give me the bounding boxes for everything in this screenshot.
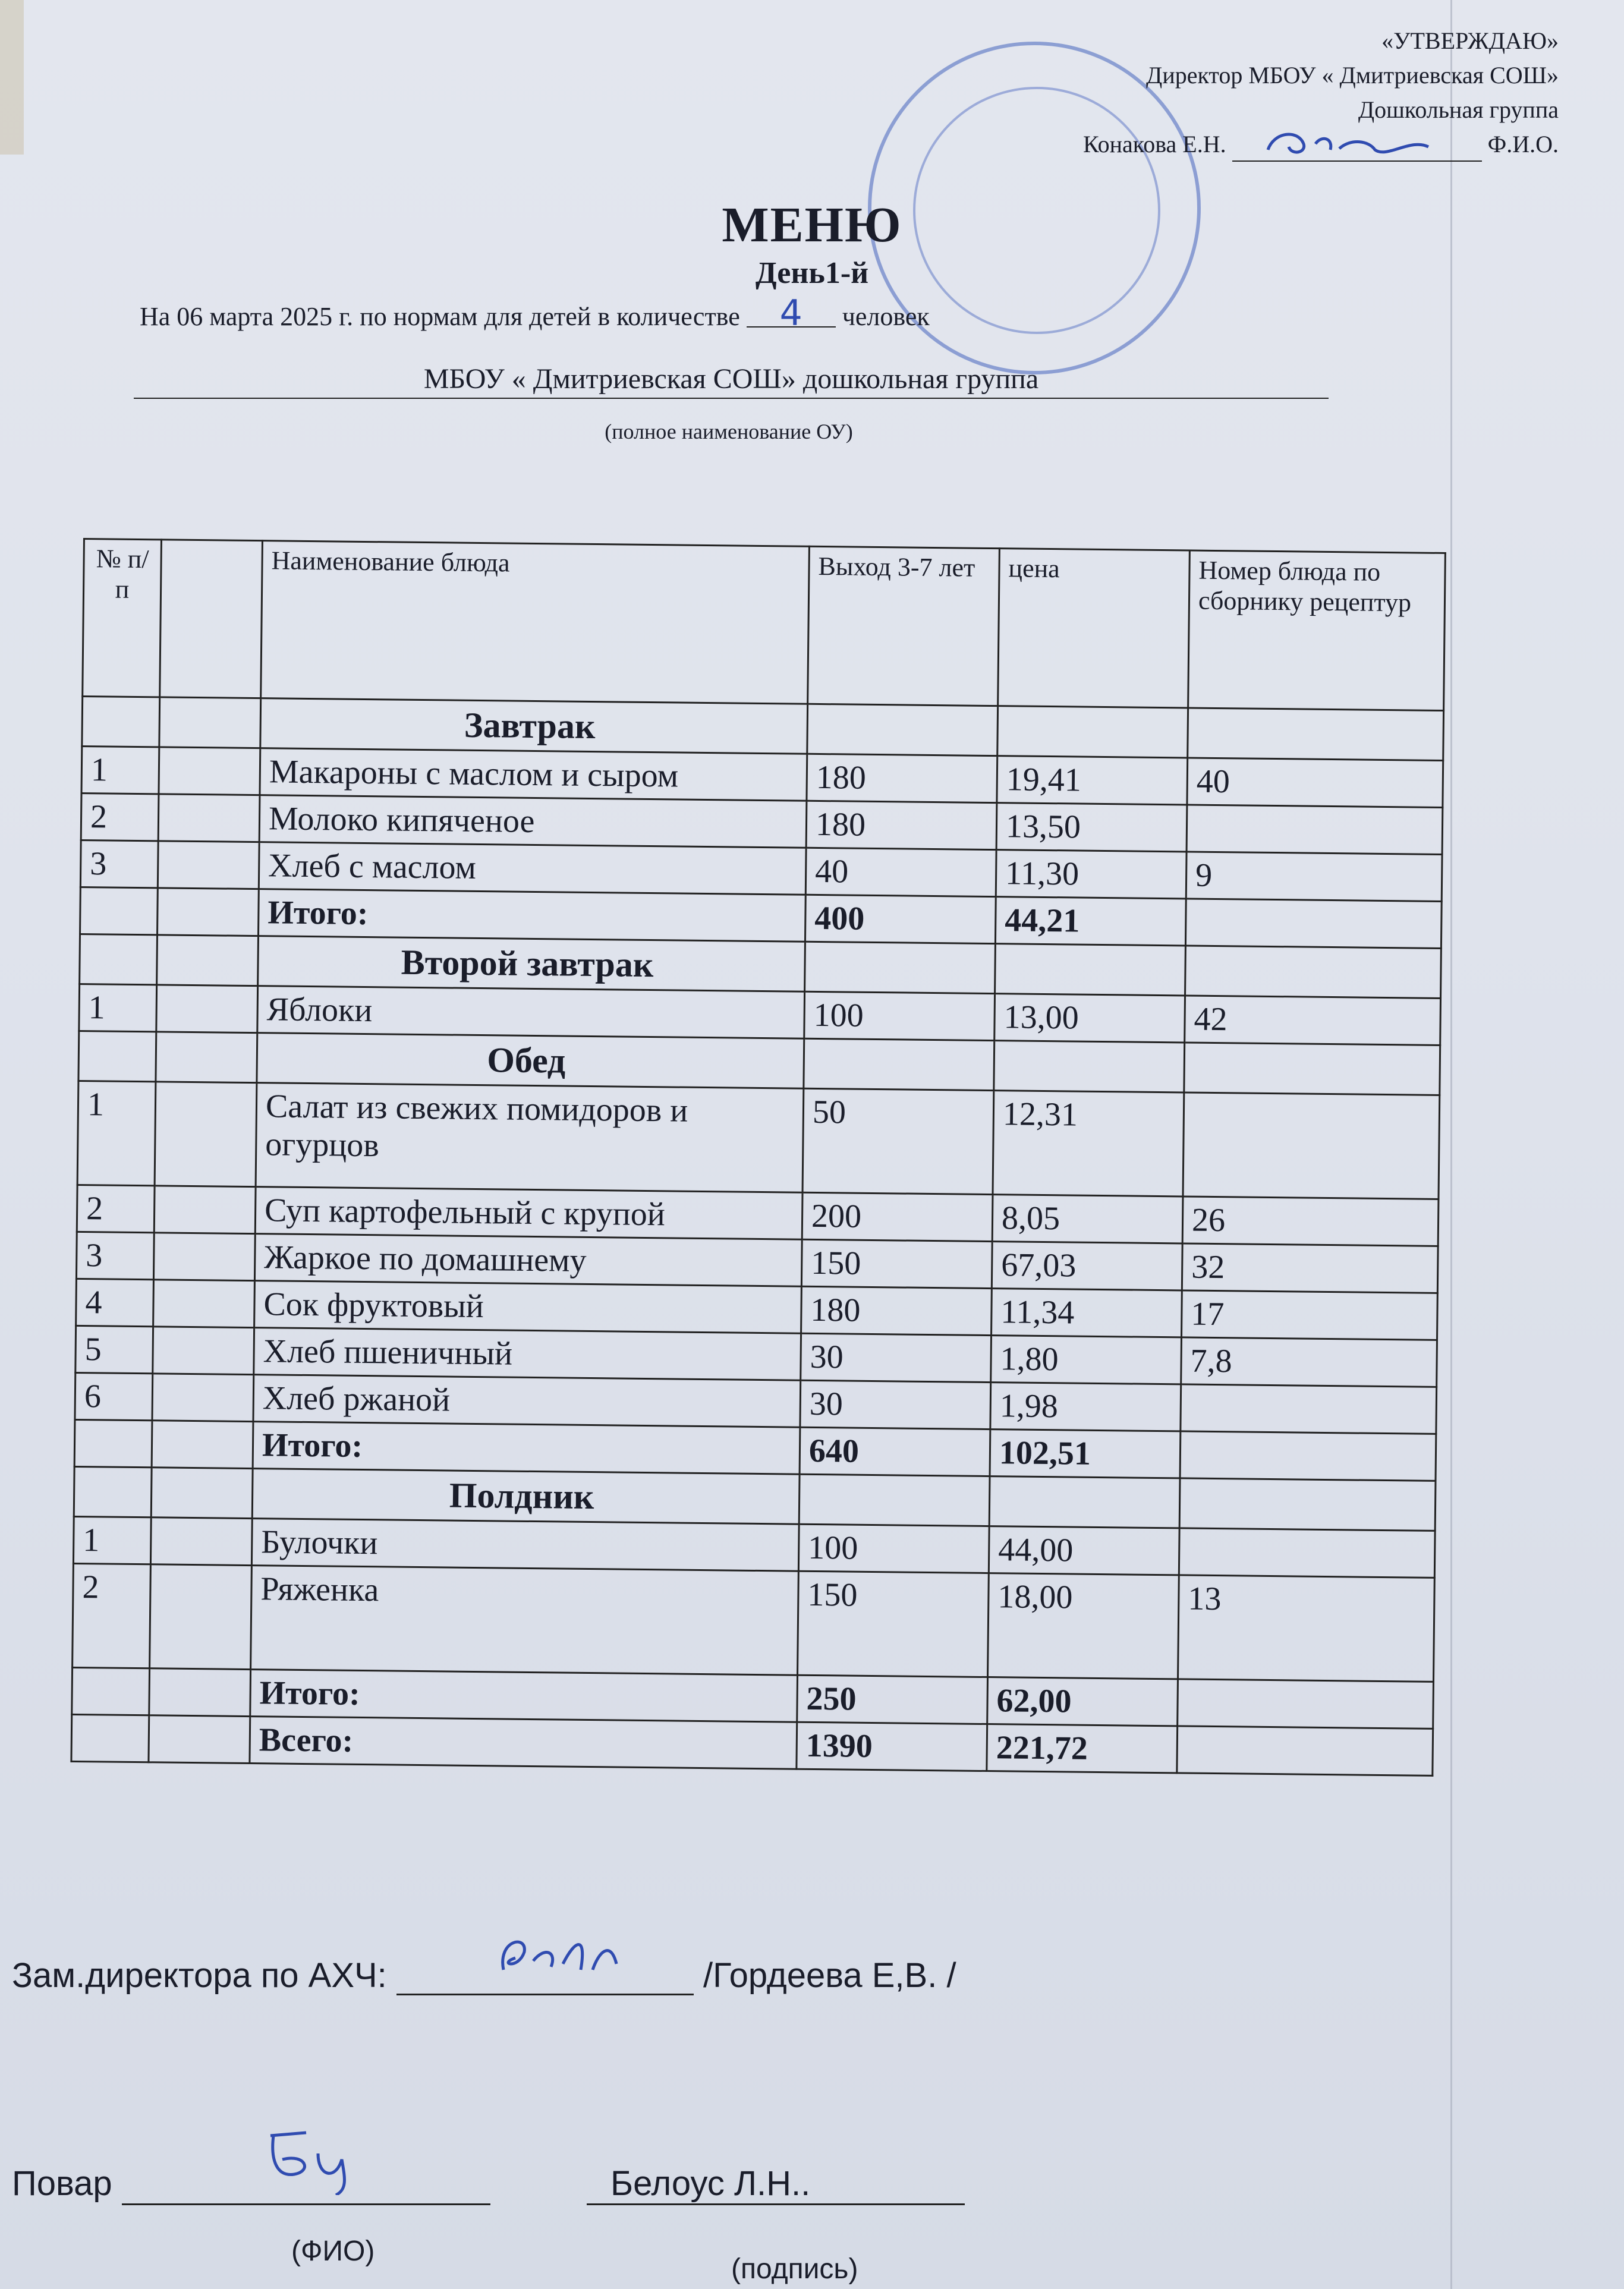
cell-blank <box>151 1468 253 1519</box>
header-blank <box>160 540 263 698</box>
cell-num <box>80 887 158 934</box>
dish-output: 180 <box>806 801 997 849</box>
cell-num <box>71 1714 149 1762</box>
dish-number: 3 <box>80 840 158 887</box>
cell-output <box>799 1474 990 1526</box>
cell-output <box>804 1038 994 1090</box>
deputy-signature <box>396 1958 694 1995</box>
grand-total-label: Всего: <box>250 1717 797 1770</box>
dish-price: 11,34 <box>992 1289 1182 1337</box>
cell-num <box>74 1419 152 1467</box>
dish-recipe: 9 <box>1186 852 1442 901</box>
dish-price: 1,98 <box>990 1383 1181 1431</box>
dish-recipe <box>1179 1528 1435 1578</box>
cell-blank <box>149 1668 251 1717</box>
cell-blank <box>153 1233 255 1281</box>
dish-output: 150 <box>801 1239 992 1288</box>
dish-recipe: 40 <box>1187 758 1443 807</box>
day-label: День1-й <box>755 256 869 290</box>
dish-price: 12,31 <box>993 1091 1184 1197</box>
cell-blank <box>149 1715 250 1764</box>
total-output: 400 <box>805 895 996 943</box>
grand-total-output: 1390 <box>797 1722 987 1771</box>
dish-output: 180 <box>807 754 997 802</box>
dish-recipe: 17 <box>1182 1290 1438 1340</box>
dish-output: 180 <box>801 1286 992 1335</box>
date-line <box>140 292 930 334</box>
cell-blank <box>153 1327 254 1375</box>
cook-signature <box>122 2165 490 2205</box>
cell-blank <box>156 1032 257 1083</box>
dish-output: 150 <box>798 1571 989 1677</box>
children-count: 4 <box>747 300 836 328</box>
approval-signer-line <box>1083 127 1559 162</box>
dish-name: Салат из свежих помидоров и огурцов <box>256 1083 804 1193</box>
cell-blank <box>153 1280 255 1328</box>
menu-table-body <box>71 697 1444 1776</box>
cell-recipe <box>1184 1043 1440 1095</box>
dish-number: 5 <box>75 1325 153 1373</box>
header-name: Наименование блюда <box>261 541 810 704</box>
dish-price: 19,41 <box>997 756 1188 805</box>
dish-output: 200 <box>802 1192 993 1241</box>
deputy-name: /Гордеева Е,В. / <box>703 1956 956 1995</box>
dish-recipe <box>1181 1384 1437 1434</box>
dish-recipe: 42 <box>1185 996 1441 1045</box>
cook-signature-line <box>12 2164 965 2205</box>
section-title: Завтрак <box>260 698 808 754</box>
dish-output: 30 <box>801 1333 992 1382</box>
paper-edge <box>0 0 24 155</box>
cell-num <box>78 1031 156 1081</box>
signature-caption: (подпись) <box>731 2253 858 2285</box>
section-title: Обед <box>257 1033 804 1089</box>
dish-recipe: 26 <box>1182 1197 1439 1246</box>
approval-fio: Ф.И.О. <box>1487 131 1559 158</box>
dish-price: 11,30 <box>996 850 1186 899</box>
dish-name: Хлеб пшеничный <box>254 1328 801 1381</box>
header-price: цена <box>998 549 1190 708</box>
total-price: 62,00 <box>987 1677 1178 1726</box>
cell-recipe <box>1185 899 1442 948</box>
dish-number: 2 <box>77 1185 155 1232</box>
approval-group: Дошкольная группа <box>1358 96 1559 123</box>
date-prefix: На 06 марта 2025 г. по нормам для детей в количестве <box>140 302 740 331</box>
total-output: 640 <box>800 1427 990 1476</box>
dish-name: Сок фруктовый <box>254 1281 802 1334</box>
dish-number: 1 <box>73 1516 151 1564</box>
cell-num <box>74 1466 152 1517</box>
section-title: Второй завтрак <box>258 936 805 992</box>
dish-recipe: 32 <box>1182 1243 1438 1293</box>
cell-blank <box>157 935 259 986</box>
cell-recipe <box>1177 1726 1433 1775</box>
total-label: Итого: <box>253 1422 800 1475</box>
section-title: Полдник <box>252 1469 800 1525</box>
cell-num <box>72 1667 150 1715</box>
cell-blank <box>152 1374 254 1422</box>
dish-price: 44,00 <box>989 1526 1179 1575</box>
approval-heading: «УТВЕРЖДАЮ» <box>1381 27 1559 54</box>
organization-note: (полное наименование ОУ) <box>605 420 853 443</box>
dish-number: 6 <box>75 1372 153 1420</box>
deputy-signature-line <box>12 1956 956 1995</box>
dish-recipe <box>1183 1092 1440 1199</box>
dish-output: 30 <box>800 1380 991 1429</box>
total-label: Итого: <box>259 889 806 942</box>
cell-blank <box>152 1421 253 1469</box>
dish-output: 100 <box>804 991 995 1040</box>
dish-number: 1 <box>81 746 159 794</box>
cell-price <box>997 706 1188 758</box>
cell-blank <box>154 1186 256 1234</box>
dish-price: 1,80 <box>991 1336 1182 1384</box>
dish-recipe: 13 <box>1178 1575 1434 1682</box>
cell-blank <box>159 747 260 795</box>
dish-output: 40 <box>805 848 996 896</box>
dish-number: 1 <box>79 984 157 1031</box>
cell-recipe <box>1185 946 1442 998</box>
cell-recipe <box>1178 1679 1434 1728</box>
cell-blank <box>159 697 261 748</box>
dish-name: Суп картофельный с крупой <box>255 1187 802 1240</box>
dish-price: 13,00 <box>994 994 1185 1043</box>
header-output: Выход 3-7 лет <box>808 546 1000 706</box>
cell-recipe <box>1188 708 1444 760</box>
organization-name: МБОУ « Дмитриевская СОШ» дошкольная группа <box>134 363 1329 399</box>
page-title: МЕНЮ <box>722 197 902 253</box>
cell-output <box>805 942 996 993</box>
grand-total-price: 221,72 <box>987 1724 1178 1773</box>
dish-price: 18,00 <box>988 1573 1179 1679</box>
dish-name: Хлеб с маслом <box>259 842 806 895</box>
date-suffix: человек <box>842 302 930 331</box>
fio-caption: (ФИО) <box>291 2236 375 2267</box>
dish-output: 100 <box>798 1524 989 1573</box>
paper-fold <box>1450 0 1452 2289</box>
menu-row <box>77 1081 1440 1199</box>
total-price: 102,51 <box>990 1430 1181 1478</box>
cell-blank <box>158 888 259 936</box>
cell-num <box>82 697 160 747</box>
dish-name: Жаркое по домашнему <box>254 1234 802 1287</box>
dish-number: 1 <box>77 1081 156 1185</box>
cell-num <box>80 934 158 984</box>
dish-number: 3 <box>76 1232 154 1279</box>
total-output: 250 <box>797 1675 988 1724</box>
cook-label: Повар <box>12 2164 112 2203</box>
approval-position: Директор МБОУ « Дмитриевская СОШ» <box>1146 62 1559 89</box>
cell-price <box>989 1476 1180 1528</box>
cell-blank <box>158 841 259 889</box>
dish-name: Яблоки <box>257 986 805 1039</box>
dish-name: Макароны с маслом и сыром <box>260 748 807 801</box>
header-recipe: Номер блюда по сборнику рецептур <box>1188 550 1446 710</box>
cell-output <box>807 704 998 755</box>
cell-blank <box>156 985 258 1033</box>
dish-name: Ряженка <box>251 1566 799 1676</box>
dish-output: 50 <box>802 1088 994 1194</box>
menu-table <box>70 538 1446 1777</box>
total-price: 44,21 <box>995 897 1186 946</box>
cell-blank <box>150 1564 252 1670</box>
cell-blank <box>155 1082 257 1187</box>
approval-signer: Конакова Е.Н. <box>1082 131 1226 158</box>
dish-name: Молоко кипяченое <box>259 795 807 848</box>
cell-blank <box>150 1517 252 1566</box>
cell-recipe <box>1180 1431 1436 1481</box>
cook-name: Белоус Л.Н.. <box>587 2164 965 2205</box>
dish-name: Булочки <box>251 1519 799 1572</box>
cell-blank <box>158 794 260 842</box>
deputy-label: Зам.директора по АХЧ: <box>12 1956 387 1995</box>
dish-number: 2 <box>73 1563 151 1668</box>
total-label: Итого: <box>250 1670 798 1723</box>
dish-name: Хлеб ржаной <box>253 1375 801 1428</box>
cell-price <box>994 1041 1185 1092</box>
cell-price <box>995 944 1186 996</box>
header-num: № п/п <box>83 539 162 697</box>
director-signature <box>1232 134 1482 162</box>
approval-block <box>1083 24 1559 162</box>
dish-recipe <box>1186 805 1443 854</box>
dish-price: 13,50 <box>996 803 1187 852</box>
dish-recipe: 7,8 <box>1181 1337 1437 1387</box>
dish-number: 2 <box>81 793 159 840</box>
menu-row <box>73 1563 1435 1682</box>
dish-price: 8,05 <box>992 1195 1183 1243</box>
cell-recipe <box>1179 1478 1436 1531</box>
dish-number: 4 <box>76 1279 154 1326</box>
table-header-row <box>83 539 1446 711</box>
dish-price: 67,03 <box>992 1242 1182 1290</box>
